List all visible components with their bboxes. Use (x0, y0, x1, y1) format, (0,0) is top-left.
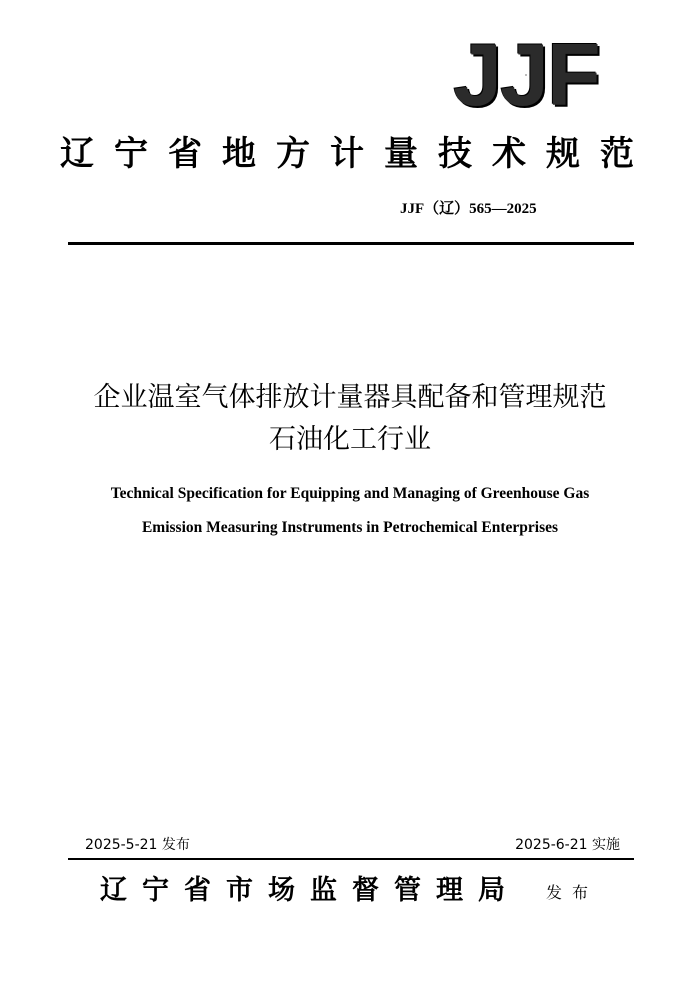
publish-date: 2025-5-21 发布 (85, 837, 190, 853)
series-title: 辽宁省地方计量技术规范 (60, 134, 654, 174)
implementation-date: 2025-6-21 实施 (515, 837, 620, 853)
english-title-line-1: Technical Specification for Equipping and Managing of Greenhouse Gas (110, 485, 590, 502)
chinese-title-line-1: 企业温室气体排放计量器具配备和管理规范 (93, 382, 607, 413)
chinese-title (0, 378, 700, 466)
bottom-rule-divider (68, 858, 634, 860)
publish-label: 发布 (546, 883, 599, 902)
top-rule-divider (68, 242, 634, 245)
chinese-title-line-2: 石油化工行业 (269, 424, 431, 455)
standard-code: JJF（辽）565—2025 (400, 201, 537, 217)
english-title-line-2: Emission Measuring Instruments in Petrochemical Enterprises (141, 519, 559, 536)
publisher-name: 辽宁省市场监督管理局 (100, 875, 520, 906)
jjf-logo (415, 25, 637, 124)
english-title (0, 484, 700, 548)
logo-text: JJF (415, 34, 637, 116)
